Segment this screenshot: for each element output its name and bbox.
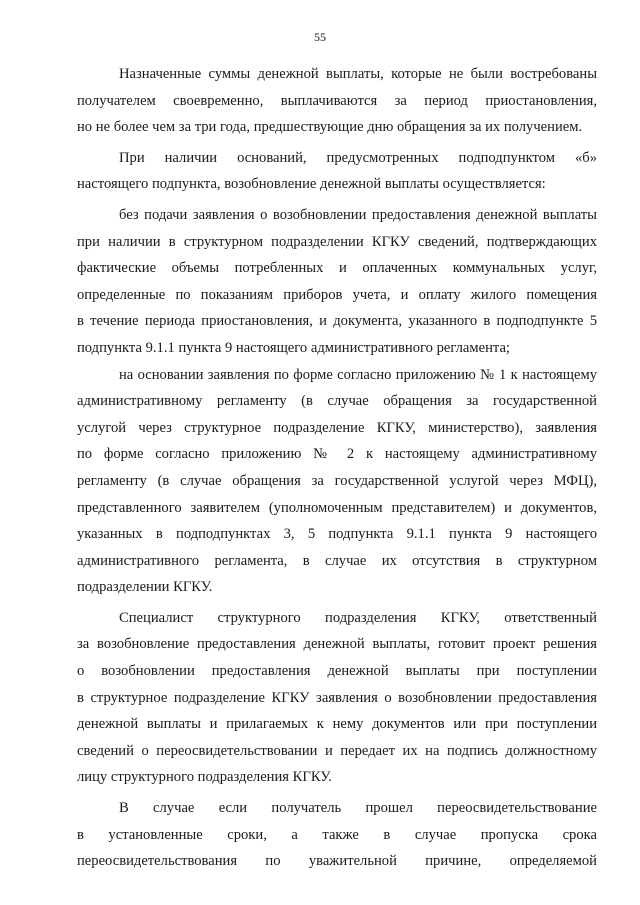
- text-line: в структурное подразделение КГКУ заявления о возобновлении предоставления: [77, 689, 597, 706]
- text-line: по форме согласно приложению № 2 к настоящему административному: [77, 446, 597, 463]
- text-line: Специалист структурного подразделения КГКУ, ответственный: [119, 609, 597, 626]
- paragraph-specialist: [77, 605, 597, 791]
- text-line: получателем своевременно, выплачиваются за период приостановления,: [77, 92, 597, 109]
- text-line: При наличии оснований, предусмотренных подподпунктом «б»: [119, 149, 597, 166]
- paragraph-reexamination: [77, 795, 597, 875]
- paragraph-without-application: [77, 202, 597, 362]
- page-number: 55: [314, 30, 326, 44]
- text-line: определенные по показаниям приборов учета, и оплату жилого помещения: [77, 286, 597, 303]
- text-line: за возобновление предоставления денежной выплаты, готовит проект решения: [77, 636, 597, 653]
- text-line: подразделении КГКУ.: [77, 579, 213, 596]
- text-line: без подачи заявления о возобновлении предоставления денежной выплаты: [119, 206, 597, 223]
- text-line: указанных в подподпунктах 3, 5 подпункта 9.1.1 пункта 9 настоящего: [77, 526, 597, 543]
- text-line: услугой через структурное подразделение КГКУ, министерство), заявления: [77, 419, 597, 436]
- paragraph-on-application: [77, 362, 597, 601]
- text-line: в установленные сроки, а также в случае пропуска срока: [77, 826, 597, 843]
- paragraph-unclaimed-payments: [77, 61, 597, 141]
- text-line: но не более чем за три года, предшествующие дню обращения за их получением.: [77, 119, 583, 136]
- text-line: представленного заявителем (уполномоченным представителем) и документов,: [77, 499, 597, 516]
- text-line: лицу структурного подразделения КГКУ.: [77, 769, 332, 786]
- text-line: при наличии в структурном подразделении КГКУ сведений, подтверждающих: [77, 233, 597, 250]
- text-line: в течение периода приостановления, и документа, указанного в подподпункте 5: [77, 313, 597, 330]
- text-line: переосвидетельствования по уважительной причине, определяемой: [77, 853, 597, 870]
- text-line: административного регламента, в случае их отсутствия в структурном: [77, 552, 597, 569]
- text-line: фактические объемы потребленных и оплаченных коммунальных услуг,: [77, 260, 597, 277]
- text-line: сведений о переосвидетельствовании и передает их на подпись должностному: [77, 742, 597, 759]
- text-line: подпункта 9.1.1 пункта 9 настоящего административного регламента;: [77, 339, 510, 356]
- text-line: административному регламенту (в случае обращения за государственной: [77, 393, 597, 410]
- text-line: денежной выплаты и прилагаемых к нему документов или при поступлении: [77, 716, 597, 733]
- text-line: регламенту (в случае обращения за государственной услугой через МФЦ),: [77, 472, 597, 489]
- text-line: В случае если получатель прошел переосвидетельствование: [119, 800, 597, 817]
- text-line: Назначенные суммы денежной выплаты, которые не были востребованы: [119, 66, 597, 82]
- text-line: настоящего подпункта, возобновление денежной выплаты осуществляется:: [77, 176, 546, 193]
- text-line: о возобновлении предоставления денежной выплаты при поступлении: [77, 663, 597, 680]
- text-line: на основании заявления по форме согласно приложению № 1 к настоящему: [119, 366, 597, 383]
- document-body: [77, 61, 597, 875]
- paragraph-resumption-grounds: [77, 145, 597, 198]
